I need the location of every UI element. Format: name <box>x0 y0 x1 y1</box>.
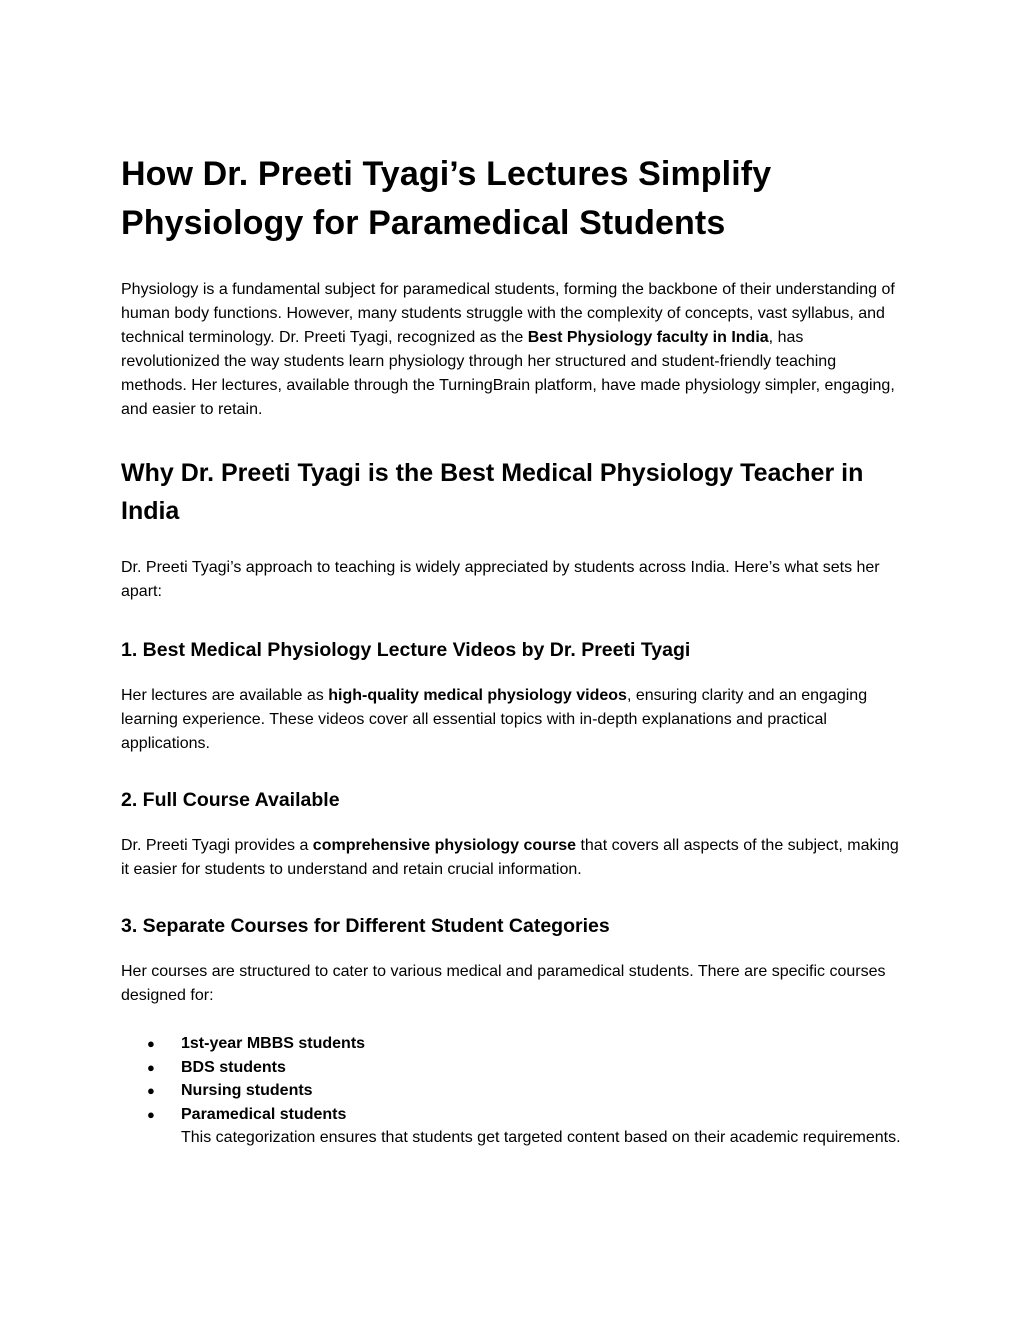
section-3-paragraph: Her courses are structured to cater to various medical and paramedical students. There are specific courses designed for: <box>121 963 886 1004</box>
section-2-bold-text: comprehensive physiology course <box>312 837 576 854</box>
section-1-text-2: , ensuring clarity and an engaging learning experience. These videos cover all essential topics with in-depth explanations and practical applications. <box>121 687 868 752</box>
section-3-heading: 3. Separate Courses for Different Student Categories <box>121 915 610 937</box>
why-heading: Why Dr. Preeti Tyagi is the Best Medical Physiology Teacher in India <box>121 459 864 525</box>
section-2-heading: 2. Full Course Available <box>121 789 340 811</box>
section-1-text-1: Her lectures are available as <box>121 687 329 704</box>
list-item-label: Paramedical students <box>181 1105 347 1123</box>
list-item <box>147 1079 901 1103</box>
list-item <box>147 1103 901 1150</box>
bullet-icon: ● <box>147 1059 155 1075</box>
section-2-text-2: that covers all aspects of the subject, making it easier for students to understand and retain crucial information. <box>121 837 899 878</box>
intro-bold-text: Best Physiology faculty in India <box>527 329 769 346</box>
section-2-text-1: Dr. Preeti Tyagi provides a <box>121 837 313 854</box>
list-item <box>147 1056 901 1080</box>
intro-text-2: , has revolutionized the way students learn physiology through her structured and student-friendly teaching methods. Her lectures, available through the TurningBrain platform, have made physiology simpler, engaging, and easier to retain. <box>121 329 895 418</box>
section-2-paragraph <box>121 834 901 882</box>
document-page <box>121 150 901 1150</box>
section-1-paragraph <box>121 684 901 756</box>
intro-paragraph <box>121 278 901 422</box>
list-item-label: Nursing students <box>181 1082 313 1099</box>
intro-text-1: Physiology is a fundamental subject for paramedical students, forming the backbone of their understanding of human body functions. However, many students struggle with the complexity of concepts, vast syllabus, and technical terminology. Dr. Preeti Tyagi, recognized as the <box>121 281 895 346</box>
bullet-icon: ● <box>147 1036 155 1051</box>
categorization-note: This categorization ensures that students get targeted content based on their academic requirements. <box>181 1129 901 1146</box>
why-lead-paragraph: Dr. Preeti Tyagi’s approach to teaching is widely appreciated by students across India. Here’s what sets her apart: <box>121 559 880 600</box>
section-1-heading: 1. Best Medical Physiology Lecture Videos by Dr. Preeti Tyagi <box>121 639 691 661</box>
list-item-label: BDS students <box>181 1058 286 1076</box>
bullet-icon: ● <box>147 1106 155 1122</box>
section-1-bold-text: high-quality medical physiology videos <box>328 687 627 704</box>
bullet-icon: ● <box>147 1083 155 1098</box>
list-item-label: 1st-year MBBS students <box>181 1035 366 1052</box>
list-item <box>147 1032 901 1056</box>
document-title: How Dr. Preeti Tyagi’s Lectures Simplify Physiology for Paramedical Students <box>121 155 772 242</box>
courses-list <box>121 1032 901 1150</box>
